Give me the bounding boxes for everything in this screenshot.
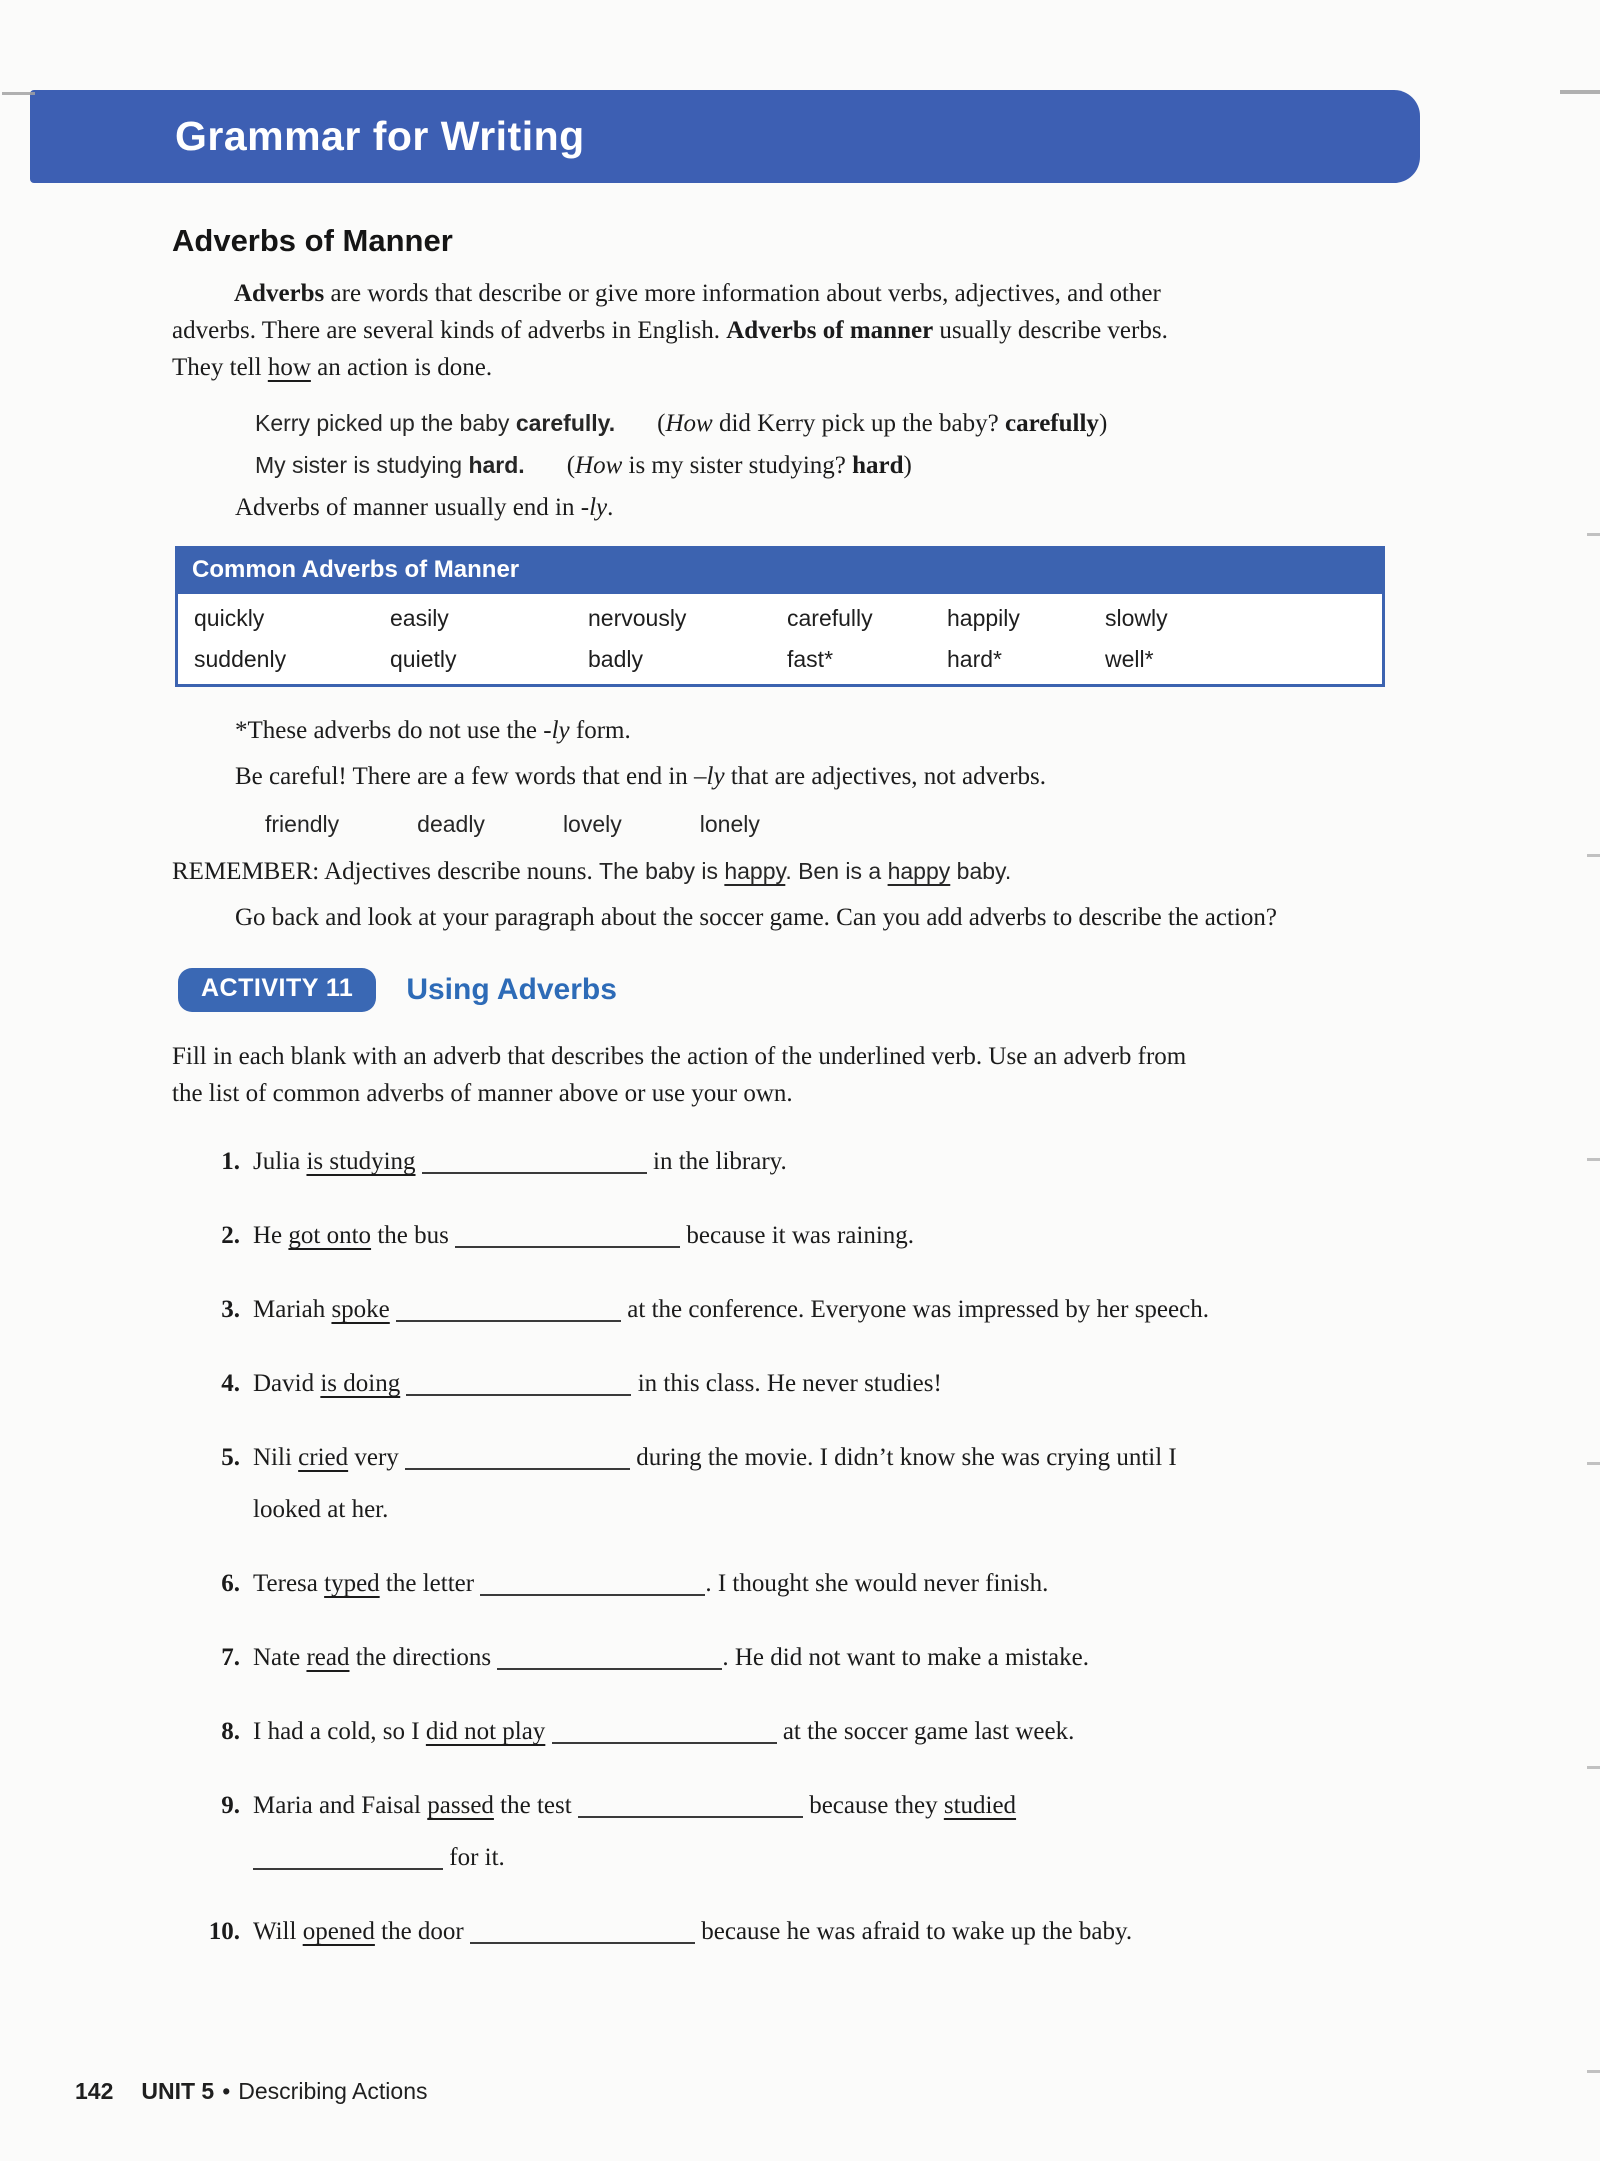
unit-label: UNIT 5 (141, 2078, 215, 2104)
item-number: 6. (221, 1570, 240, 1597)
scan-edge-mark (1587, 1462, 1600, 1465)
answer-blank[interactable] (480, 1568, 705, 1596)
example-question (657, 410, 1107, 437)
exercise-item-list (190, 1136, 1600, 1958)
answer-blank[interactable] (578, 1790, 803, 1818)
answer-blank[interactable] (406, 1368, 631, 1396)
adverb-table-row (178, 594, 1382, 639)
scan-edge-mark (1587, 854, 1600, 857)
activity-header (178, 968, 1600, 1012)
item-text-segment: the directions (349, 1644, 498, 1671)
bullet-separator: • (222, 2078, 231, 2104)
item-text (253, 1284, 1209, 1336)
ly-italic: -ly (543, 717, 570, 744)
intro-bold-adverbs: Adverbs (234, 280, 325, 307)
activity-title: Using Adverbs (406, 973, 617, 1006)
adverb-cell: quietly (390, 646, 457, 672)
answer-blank[interactable] (455, 1220, 680, 1248)
chapter-banner-title: Grammar for Writing (175, 113, 585, 159)
underlined-verb: is studying (306, 1148, 416, 1175)
exercise-item (190, 1432, 1600, 1536)
item-text-segment: because it was raining. (680, 1222, 915, 1249)
adverb-table-row (178, 639, 1382, 684)
item-text-segment: the door (374, 1918, 471, 1945)
intro-text: are words that describe or give more information about verbs, adjectives, and other (324, 280, 1161, 307)
underlined-verb: passed (427, 1792, 494, 1819)
intro-text: an action is done. (310, 354, 493, 381)
underlined-verb: cried (298, 1444, 349, 1471)
item-text-segment: in the library. (646, 1148, 787, 1175)
item-number: 3. (221, 1296, 240, 1323)
answer-blank[interactable] (396, 1294, 621, 1322)
paren: ) (903, 452, 912, 479)
question-word-italic: How (665, 410, 713, 437)
item-text (253, 1358, 942, 1410)
item-text (253, 1780, 1016, 1884)
question-text: did Kerry pick up the baby? (712, 410, 1005, 437)
item-text (253, 1136, 787, 1188)
page-footer (75, 2078, 427, 2105)
adjective-examples-row (265, 811, 1600, 838)
item-text-segment: at the soccer game last week. (776, 1718, 1075, 1745)
item-text-segment: looked at her. (253, 1496, 389, 1523)
question-answer: carefully (1004, 410, 1099, 437)
item-text-segment: at the conference. Everyone was impressed by her speech. (621, 1296, 1209, 1323)
underlined-verb: read (306, 1644, 350, 1671)
remember-serif-text: REMEMBER: Adjectives describe nouns. (172, 858, 600, 885)
example-text: Kerry picked up the baby (255, 410, 516, 436)
item-text-segment: Nate (253, 1644, 307, 1671)
item-text-segment: David (253, 1370, 321, 1397)
answer-blank[interactable] (422, 1146, 647, 1174)
chapter-banner (30, 90, 1420, 183)
be-careful-text: that are adjectives, not adverbs. (724, 763, 1046, 790)
example-sentence-1 (255, 410, 1600, 438)
item-number: 2. (221, 1222, 240, 1249)
item-text-segment: Mariah (253, 1296, 332, 1323)
adverb-cell: carefully (787, 605, 873, 631)
page-number: 142 (75, 2078, 114, 2104)
go-back-note: Go back and look at your paragraph about the soccer game. Can you add adverbs to describe the action? (235, 904, 1277, 931)
item-text (253, 1632, 1089, 1684)
answer-blank[interactable] (470, 1916, 695, 1944)
item-text (253, 1558, 1048, 1610)
paren: ( (566, 452, 576, 479)
remember-text: The baby is (599, 858, 725, 884)
item-text (253, 1432, 1177, 1536)
exercise-item (190, 1558, 1600, 1610)
remember-note (172, 858, 1540, 886)
ly-italic: -ly (580, 494, 608, 521)
activity-instructions (172, 1038, 1480, 1112)
instructions-line2: the list of common adverbs of manner above or use your own. (172, 1080, 793, 1107)
scan-mark-top-left (2, 92, 35, 95)
question-text: is my sister studying? (622, 452, 853, 479)
item-text (253, 1706, 1074, 1758)
table-body (178, 594, 1382, 684)
item-text-segment: for it. (443, 1844, 505, 1871)
underlined-verb: got onto (288, 1222, 372, 1249)
table-header: Common Adverbs of Manner (178, 549, 1382, 594)
adverb-cell: suddenly (194, 646, 287, 672)
item-text-segment: because he was afraid to wake up the baby. (695, 1918, 1133, 1945)
intro-text: They tell (172, 354, 268, 381)
item-text-segment: the test (493, 1792, 578, 1819)
adverb-cell: fast* (787, 646, 834, 672)
adverb-cell: quickly (194, 605, 265, 631)
ly-note-text: . (607, 494, 614, 521)
item-text-segment: Julia (253, 1148, 307, 1175)
adjective-example: lovely (562, 811, 622, 837)
exercise-item (190, 1706, 1600, 1758)
item-number: 8. (221, 1718, 240, 1745)
adverb-cell: well* (1105, 646, 1154, 672)
item-text-segment: . He did not want to make a mistake. (722, 1644, 1089, 1671)
intro-text: adverbs. There are several kinds of adverbs in English. (172, 317, 727, 344)
item-text-segment: Maria and Faisal (253, 1792, 428, 1819)
item-number: 9. (221, 1792, 240, 1819)
exercise-item (190, 1358, 1600, 1410)
item-number: 7. (221, 1644, 240, 1671)
item-text-segment: . I thought she would never finish. (705, 1570, 1049, 1597)
example-adverb: hard. (468, 452, 525, 478)
be-careful-note (235, 763, 1600, 791)
activity-badge: ACTIVITY 11 (178, 968, 376, 1012)
ly-note-text: Adverbs of manner usually end in (235, 494, 581, 521)
underlined-verb: did not play (425, 1718, 546, 1745)
underlined-happy: happy (887, 858, 951, 884)
exercise-item (190, 1284, 1600, 1336)
item-text-segment: Teresa (253, 1570, 325, 1597)
item-text-segment: the bus (371, 1222, 456, 1249)
item-text-segment: very (348, 1444, 406, 1471)
answer-blank[interactable] (552, 1716, 777, 1744)
intro-text: usually describe verbs. (933, 317, 1168, 344)
table-footnote (235, 717, 1600, 745)
question-answer: hard (852, 452, 904, 479)
underlined-verb: spoke (331, 1296, 390, 1323)
adverb-cell: slowly (1105, 605, 1168, 631)
footnote-text: form. (569, 717, 631, 744)
intro-paragraph (172, 275, 1480, 386)
instructions-line1: Fill in each blank with an adverb that describes the action of the underlined verb. Use an adverb from (172, 1043, 1187, 1070)
be-careful-text: Be careful! There are a few words that end in (235, 763, 695, 790)
remember-sans-text (599, 858, 1011, 884)
item-text-segment: because they (802, 1792, 944, 1819)
item-text-segment: Will (253, 1918, 303, 1945)
item-text-segment: the letter (379, 1570, 481, 1597)
ly-italic: –ly (694, 763, 725, 790)
adverb-cell: nervously (588, 605, 687, 631)
item-text-segment: in this class. He never studies! (631, 1370, 942, 1397)
unit-title: Describing Actions (238, 2078, 428, 2104)
scan-edge-mark (1587, 2070, 1600, 2073)
paren: ) (1098, 410, 1108, 437)
paren: ( (657, 410, 666, 437)
adverb-cell: easily (390, 605, 449, 631)
item-text-segment: I had a cold, so I (253, 1718, 426, 1745)
common-adverbs-table (175, 546, 1385, 687)
answer-blank[interactable] (253, 1842, 443, 1870)
adjective-example: friendly (265, 811, 340, 837)
exercise-item (190, 1632, 1600, 1684)
underlined-verb: studied (943, 1792, 1017, 1819)
item-number: 4. (221, 1370, 240, 1397)
adjective-example: lonely (699, 811, 760, 837)
adverb-cell: badly (588, 646, 643, 672)
intro-bold-adverbs-of-manner: Adverbs of manner (726, 317, 934, 344)
underlined-happy: happy (724, 858, 786, 884)
scan-mark-top-right (1560, 90, 1600, 94)
remember-text: . Ben is a (785, 858, 888, 884)
item-text-segment: during the movie. I didn’t know she was crying until I (630, 1444, 1177, 1471)
example-sentences (255, 410, 1600, 480)
remember-text: baby. (950, 858, 1012, 884)
answer-blank[interactable] (497, 1642, 722, 1670)
underlined-verb: opened (302, 1918, 375, 1945)
section-title: Adverbs of Manner (172, 223, 453, 258)
ly-note (235, 494, 1600, 522)
adverb-cell: hard* (947, 646, 1002, 672)
adverb-cell: happily (947, 605, 1020, 631)
item-text (253, 1210, 914, 1262)
item-number: 1. (221, 1148, 240, 1175)
exercise-item (190, 1136, 1600, 1188)
item-text (253, 1906, 1132, 1958)
adjective-example: deadly (417, 811, 485, 837)
exercise-item (190, 1906, 1600, 1958)
item-number: 10. (208, 1918, 240, 1945)
example-question (567, 452, 912, 479)
example-sentence-2 (255, 452, 1600, 480)
intro-underlined-how: how (267, 354, 311, 381)
example-adverb: carefully. (515, 410, 616, 436)
example-text: My sister is studying (255, 452, 469, 478)
item-text-segment: He (253, 1222, 289, 1249)
item-number: 5. (221, 1444, 240, 1471)
scan-edge-mark (1587, 1158, 1600, 1161)
scan-edge-mark (1587, 533, 1600, 536)
item-text-segment: Nili (253, 1444, 299, 1471)
underlined-verb: is doing (320, 1370, 401, 1397)
exercise-item (190, 1210, 1600, 1262)
underlined-verb: typed (324, 1570, 380, 1597)
answer-blank[interactable] (405, 1442, 630, 1470)
scan-edge-mark (1587, 1766, 1600, 1769)
question-word-italic: How (575, 452, 623, 479)
footnote-text: *These adverbs do not use the (235, 717, 544, 744)
exercise-item (190, 1780, 1600, 1884)
